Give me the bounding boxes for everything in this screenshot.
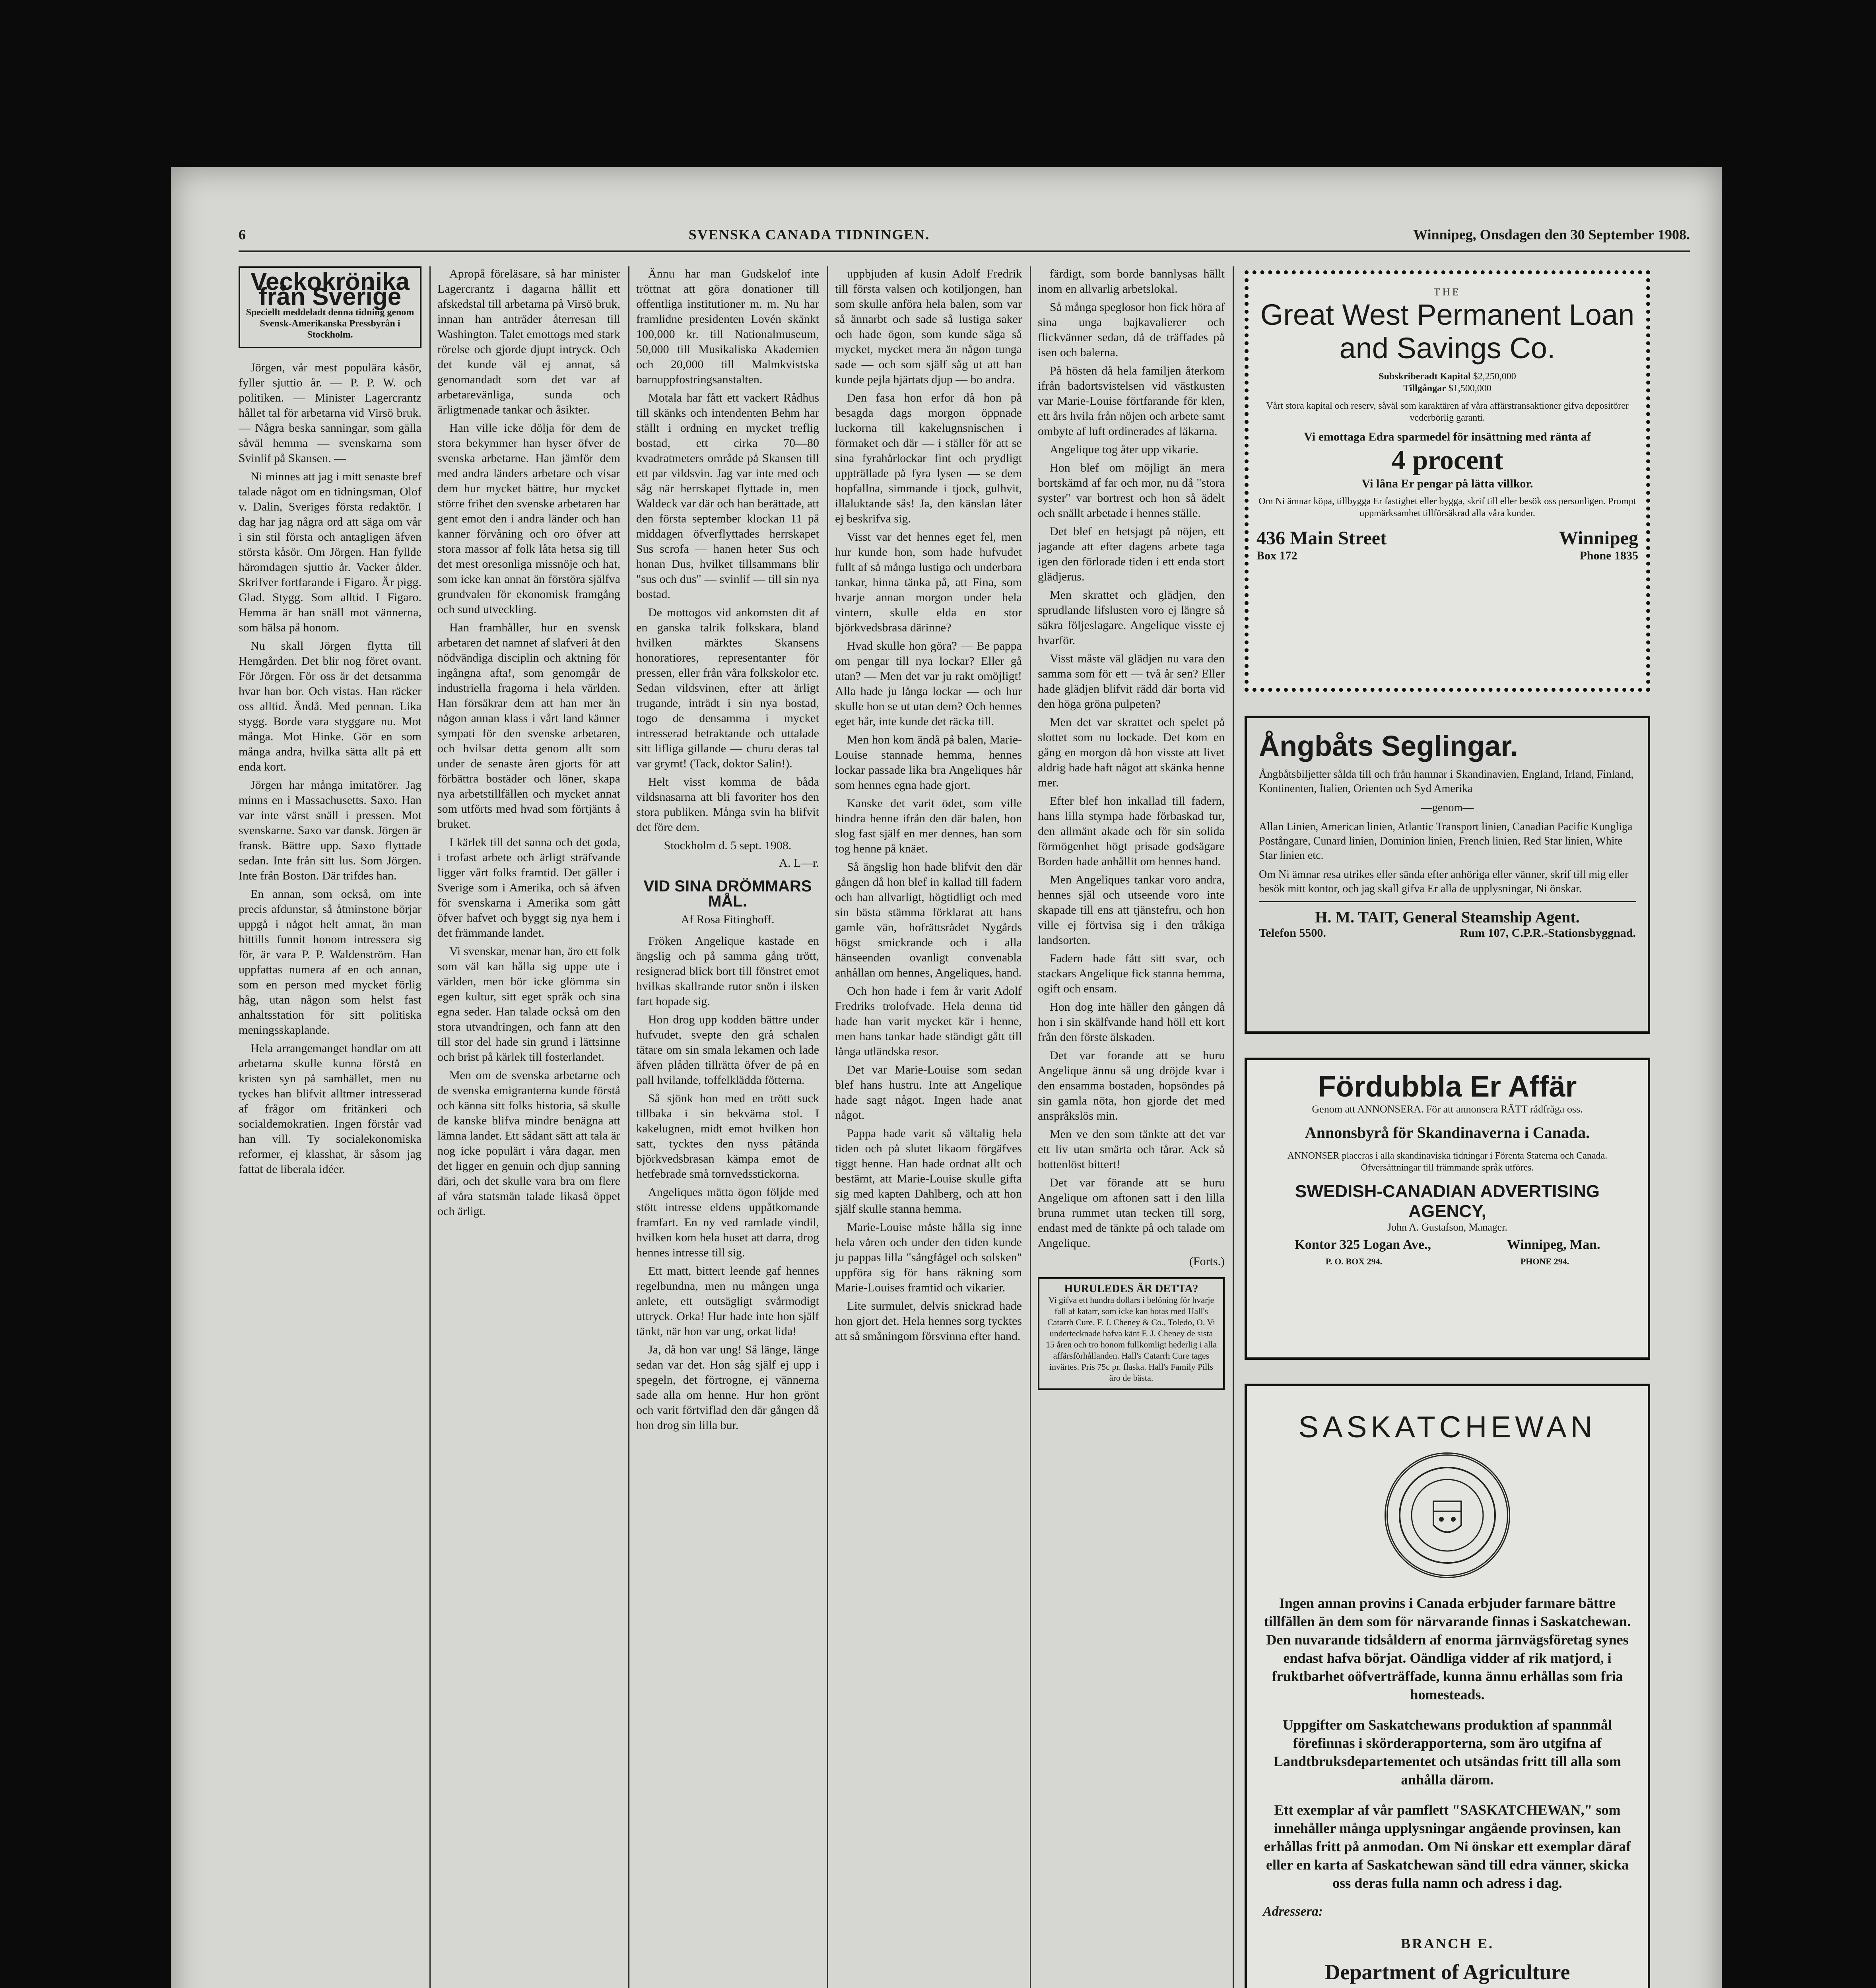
story-paragraph: Ja, då hon var ung! Så länge, länge sedan var det. Hon såg själf ej upp i spegeln, det förtrogne, ej vännerna sade alla om henne. Hur hon grönt och varit förtviflad den där gången då hon drog sin lilla bur. <box>636 1343 819 1432</box>
article-paragraph: Han ville icke dölja för dem de stora bekymmer han hyser öfver de svenska arbetarne. Han jämför dem med andra länders arbetare och visar dem hur mycket bättre, hur mycket större frihet den svenske arbetaren har gent emot den i andra länder och han kanner förvåning och oro öfver att stora massor af folk låta hetsa sig till det mest oresonliga missnöje och hat, som icke kan annat än förstöra själfva grundvalen för ekonomisk framgång och sund utveckling. <box>437 421 620 616</box>
article-paragraph: Vi svenskar, menar han, äro ett folk som väl kan hålla sig uppe ute i världen, men bör icke glömma sin egen kultur, sitt eget språk och sina egna seder. Han talade också om den stora utvandringen, och fann att den till stor del hade sin grund i lättsinne och brist på kärlek till fosterlandet. <box>437 945 620 1064</box>
story-paragraph: Kanske det varit ödet, som ville hindra henne ifrån den där balen, hon slog fast själf en mer dennes, han som tog henne på knäet. <box>835 797 1022 855</box>
agency-tagline: Annonsbyrå för Skandinaverna i Canada. <box>1305 1124 1590 1142</box>
steamship-genom: —genom— <box>1421 802 1474 814</box>
steamship-title: Ångbåts Seglingar. <box>1259 730 1519 762</box>
story-paragraph: Fröken Angelique kastade en ängslig och på samma gång trött, resignerad blick bort till fönstret emot hvilkas skallrande rutor snön i ilsken fart hopade sig. <box>636 934 819 1008</box>
loan-capital <box>1256 371 1638 382</box>
article-paragraph: Jörgen, vår mest populära kåsör, fyller sjuttio år. — P. P. W. och politiken. — Minister Lagercrantz hållet tal för arbetarna vid Virsö bruk. — Några beska sanningar, som gälla såväl hemma — svenskarna som Svinlif på Skansen. — <box>239 361 421 465</box>
catarrh-cure-ad <box>1038 1277 1225 1390</box>
paper-name: SVENSKA CANADA TIDNINGEN. <box>688 227 930 243</box>
loan-text-4: Om Ni ämnar köpa, tillbygga Er fastighet eller bygga, skrif till eller besök oss personligen. Prompt uppmärksamhet tillförsäkrad alla våra kunder. <box>1258 496 1636 518</box>
story-paragraph: Men skrattet och glädjen, den sprudlande lifslusten voro ej längre så säkra följeslagare. Angelique visste ej hvarför. <box>1038 588 1225 647</box>
address-label: Adressera: <box>1263 1904 1323 1919</box>
story-paragraph: Hon blef om möjligt än mera bortskämd af far och mor, nu då "stora syster" var bortrest och hon så ädelt och snällt arbetade i hennes ställe. <box>1038 461 1225 520</box>
story-paragraph: Och hon hade i fem år varit Adolf Fredriks trolofvade. Hela denna tid hade han varit mycket kär i henne, men hans tankar hade ständigt gått till långa utländska resor. <box>835 984 1022 1058</box>
story-paragraph: Angeliques mätta ögon följde med stött intresse eldens uppåtkomande framfart. En ny ved ramlade vindil, hvilken kom hela huset att darra, drog hennes intresse till sig. <box>636 1186 819 1259</box>
department: Department of Agriculture <box>1324 1960 1570 1984</box>
chronicle-title: Veckokrönika från Sverige <box>251 268 410 311</box>
story-paragraph: Efter blef hon inkallad till fadern, hans lilla stympa hade förbaskad tur, den allmänt akade och för sin solida förmögenhet högt prisade godsägare Borden hade anhållit om hennes hand. <box>1038 794 1225 868</box>
column-divider <box>1233 266 1234 1988</box>
story-paragraph: uppbjuden af kusin Adolf Fredrik till första valsen och kotiljongen, han som skulle anföra hela balen, som var så ännarbt och sade så lustiga saker och hade ögon, som kunde säga så mycket, mycket mera än någon tunga sade — och som själf såg ut att han kunde pejla hjärtats djup — bo andra. <box>835 267 1022 386</box>
small-ad-title: HURULEDES ÄR DETTA? <box>1064 1283 1198 1295</box>
story-paragraph: Det blef en hetsjagt på nöjen, ett jagande att efter dagens arbete taga igen den förlorade tiden i ett enda stort glädjerus. <box>1038 525 1225 583</box>
story-paragraph: Pappa hade varit så vältalig hela tiden och på slutet likaom förgäfves tiggt henne. Han hade ordnat allt och bestämt, att Marie-Louise skulle gifta sig med kapten Dahlberg, och att hon själf skulle stanna hemma. <box>835 1127 1022 1215</box>
agency-phone: PHONE 294. <box>1520 1256 1569 1266</box>
page-header <box>239 223 1690 252</box>
agency-box: P. O. BOX 294. <box>1325 1256 1383 1266</box>
loan-box: Box 172 <box>1256 549 1297 562</box>
column-divider <box>628 266 629 1988</box>
agency-subtitle: Genom att ANNONSERA. För att annonsera RÄTT rådfråga oss. <box>1312 1103 1583 1115</box>
column-divider <box>429 266 431 1988</box>
story-byline: Af Rosa Fitinghoff. <box>681 913 775 926</box>
article-paragraph: Ni minnes att jag i mitt senaste bref talade något om en tidningsman, Olof v. Dalin, Sveriges första redaktör. I dag har jag några ord att säga om vår i sin stil första och antagligen äfven största kåsör. Om Jörgen. Han fyllde häromdagen sjuttio år. Vacker ålder. Skrifver fortfarande i Figaro. Är pigg. Glad. Stygg. Som alltid. I Figaro. Hemma är han snäll mot vännerna, som hälsa på honom. <box>239 470 421 634</box>
loan-the: THE <box>1433 286 1461 298</box>
story-paragraph: På hösten då hela familjen återkom ifrån badortsvistelsen vid västkusten var Marie-Louise förtfarande för klen, ett års hvila från nöjen och arbete samt ombyte af luft ordinerades af läkarna. <box>1038 364 1225 438</box>
steamship-agent: H. M. TAIT, General Steamship Agent. <box>1259 901 1636 926</box>
article-paragraph: En annan, som också, om inte precis afdunstar, så åtminstone börjar uppgå i något helt annat, än man hittills funnit honom intressera sig för, är vara P. P. Waldenström. Han uppfattas numera af en och annan, som en person med mycket förlig håg, utan någon som helst fast anhaltsstation för sitt politiska meningsskaplande. <box>239 887 421 1037</box>
story-paragraph: Men Angeliques tankar voro andra, hennes själ och utseende voro inte skapade till ens att tjänstefru, och hon ville ej förtvisa sig i den tråkiga landsorten. <box>1038 873 1225 947</box>
steamship-text-2: Allan Linien, American linien, Atlantic Transport linien, Canadian Pacific Kungliga Postångare, Cunard linien, Dominion linien, French linien, Red Star linien, White Star linien etc. <box>1259 821 1633 862</box>
article-paragraph: Apropå föreläsare, så har minister Lagercrantz i dagarna hållit ett afskedstal till arbetarna på Virsö bruk, innan han anträder återresan till Washington. Talet emottogs med stark rörelse och gjorde djupt intryck. Och det kunde väl ej annat, så genomandadt som det var af arbetarevänliga, sunda och ärligtmenade tankar och åsikter. <box>437 267 620 416</box>
column-divider <box>1030 266 1031 1988</box>
loan-city: Winnipeg <box>1559 528 1638 549</box>
issue-date: Winnipeg, Onsdagen den 30 September 1908. <box>1413 227 1690 243</box>
agency-description: ANNONSER placeras i alla skandinaviska tidningar i Förenta Staterna och Canada. Öfversättningar till främmande språk utföres. <box>1287 1151 1608 1173</box>
story-paragraph: Så ängslig hon hade blifvit den där gången då hon blef in kallad till fadern och han allvarligt, högtidligt och med sin bästa stämma förklarat att hans gamle vän, hofrättsrådet Nygårds högst smickrande och i alla hänseenden ovanligt convenabla anhållan om hennes, Angeliques, hand. <box>835 860 1022 979</box>
saskatchewan-text-2: Uppgifter om Saskatchewans produktion af spannmål förefinnas i skörderapporterna, som äro utgifna af Landtbruksdepartementet och utsändas fritt till alla som anhålla därom. <box>1273 1717 1622 1788</box>
story-paragraph: Fadern hade fått sitt svar, och stackars Angelique fick stanna hemma, ogift och ensam. <box>1038 952 1225 995</box>
loan-address: 436 Main Street <box>1256 528 1387 549</box>
column-5 <box>1038 266 1225 1988</box>
agency-address-row <box>1256 1237 1638 1252</box>
article-paragraph: Helt visst komma de båda vildsnasarna att bli favoriter hos den stora publiken. Många svin ha blifvit det före dem. <box>636 775 819 834</box>
assets-label: Tillgångar <box>1403 383 1446 394</box>
assets-value: $1,500,000 <box>1448 383 1491 394</box>
steamship-text-3: Om Ni ämnar resa utrikes eller sända efter anhöriga eller vänner, skrif till mig eller besök mitt kontor, och jag skall gifva Er alla de upplysningar, Ni önskar. <box>1259 868 1629 895</box>
steamship-text-1: Ångbåtsbiljetter sålda till och från hamnar i Skandinavien, England, Irland, Finland, Kontinenten, Italien, Orienten och Syd Amerika <box>1259 768 1634 795</box>
agency-name: SWEDISH-CANADIAN ADVERTISING AGENCY, <box>1295 1182 1600 1221</box>
dateline: Stockholm d. 5 sept. 1908. <box>664 839 792 852</box>
story-paragraph: Hon dog inte häller den gången då hon i sin skälfvande hand höll ett kort från den förste älskaden. <box>1038 1000 1225 1044</box>
small-ad-text: Vi gifva ett hundra dollars i belöning för hvarje fall af katarr, som icke kan botas med Hall's Catarrh Cure. F. J. Cheney & Co., Toledo, O. Vi undertecknade hafva känt F. J. Cheney de sista 15 åren och tro honom fullkomligt hederlig i alla affärsförhållanden. Hall's Catarrh Cure tages invärtes. Pris 75c pr. flaska. Hall's Family Pills äro de bästa. <box>1045 1295 1217 1383</box>
agency-office: Kontor 325 Logan Ave., <box>1294 1237 1431 1252</box>
newspaper-page <box>171 167 1722 1988</box>
column-divider <box>827 266 828 1988</box>
loan-phone: Phone 1835 <box>1579 549 1638 562</box>
column-2 <box>437 266 620 1988</box>
page-number: 6 <box>239 227 246 243</box>
loan-contact-row <box>1256 549 1638 563</box>
capital-value: $2,250,000 <box>1473 371 1516 382</box>
signature: A. L—r. <box>779 856 819 870</box>
story-paragraph: Lite surmulet, delvis snickrad hade hon gjort det. Hela hennes sorg tycktes att så småningom försvinna efter hand. <box>835 1299 1022 1343</box>
article-paragraph: De mottogos vid ankomsten dit af en ganska talrik folkskara, bland hvilken märktes Skansens honoratiores, representanter för pressen, eller från våra folkskolor etc. Sedan vildsvinen, efter att ärligt trugande, inträdt i sin nya bostad, togo de densamma i mycket intresserad betraktande och uttalade sitt lifliga gillande — churu deras tal var grymt! (Tack, doktor Salin!). <box>636 606 819 770</box>
article-paragraph: Men om de svenska arbetarne och de svenska emigranterna kunde förstå och känna sitt folks historia, så skulle de kanske blifva mindre benägna att lämna landet. Ett sådant sätt att tala är nog icke populärt i våra dagar, men det ligger en genuin och djup sanning däri, och det skulle vara bra om flere af våra statsmän talade likaså öppet och ärligt. <box>437 1069 620 1218</box>
agency-manager: John A. Gustafson, Manager. <box>1387 1221 1507 1233</box>
chronicle-subtitle: Speciellt meddeladt denna tidning genom Svensk-Amerikanska Pressbyrån i Stockholm. <box>246 307 414 340</box>
capital-label: Subskriberadt Kapital <box>1379 371 1471 382</box>
story-paragraph: Marie-Louise måste hålla sig inne hela våren och under den tiden kunde ju pappas lilla "sångfågel och solsken" uppföra sig för hans räkning som Marie-Louises framtid och vikarier. <box>835 1221 1022 1294</box>
story-paragraph: Så många speglosor hon fick höra af sina unga bajkavalierer och flickvänner sedan, då de träffades på isen och balerna. <box>1038 301 1225 359</box>
loan-title: Great West Permanent Loan and Savings Co. <box>1260 298 1635 365</box>
loan-text-1: Vårt stora kapital och reserv, såväl som karaktären af våra affärstransaktioner gifva depositörer vederbörlig garanti. <box>1266 401 1629 423</box>
column-weekly-chronicle <box>239 266 421 1988</box>
article-paragraph: Jörgen har många imitatörer. Jag minns en i Massachusetts. Saxo. Han var inte värst snäll i pressen. Mot svenskarne. Saxo var dansk. Jörgen är fransk. Bättre upp. Saxo flyttade sedan. Inte från sitt lus. Som Jörgen. Inte från Boston. Där trifdes han. <box>239 779 421 882</box>
story-paragraph: färdigt, som borde bannlysas hällt inom en allvarlig arbetslokal. <box>1038 267 1225 295</box>
story-paragraph: Visst var det hennes eget fel, men hur kunde hon, som hade hufvudet fullt af så många lustiga och underbara tankar, hinna tänka på, att Fina, som hvarje annan morgon under hela vintern, skulle elda en stor björkvedsbrasa därinne? <box>835 530 1022 634</box>
article-paragraph: Han framhåller, hur en svensk arbetaren det namnet af slafveri åt den nödvändiga disciplin och aktning för ingångna afta!, som genomgår de industriella fragorna i hela världen. Han försäkrar dem att han mer än någon annan klass i vårt land känner sympati för den svenske arbetaren, och hvilsar detta genom allt som under de senaste åren gjorts för att förbättra bostäder och löner, skapa nya arbetstillfällen och mycket annat som utförts med hvad som förtjänts å bruket. <box>437 621 620 831</box>
loan-text-3: Vi låna Er pengar på lätta villkor. <box>1361 477 1533 490</box>
article-paragraph: I kärlek till det sanna och det goda, i trofast arbete och ärligt sträfvande ligger vårt folks framtid. Det gäller i Sverige som i Amerika, och så äfven för svenskarna i Amerika som gått öfver hafvet och byggt sig nya hem i det främmande landet. <box>437 836 620 940</box>
saskatchewan-text-3: Ett exemplar af vår pamflett "SASKATCHEWAN," som innehåller många upplysningar angående provinsen, kan erhållas fritt på anmodan. Om Ni önskar ett exemplar däraf eller en karta af Saskatchewan sänd till edra vänner, skicka oss deras fulla namn och adress i dag. <box>1264 1802 1631 1891</box>
article-paragraph: Nu skall Jörgen flytta till Hemgården. Det blir nog föret ovant. För Jörgen. För oss är det detsamma hvar han bor. Och vistas. Han räcker oss alltid. Ändå. Med pennan. Lika stygg. Borde vara styggare nu. Mot många. Mot Hinke. Gör en som många andra, hvilka sätta allt på ett enda kort. <box>239 639 421 773</box>
story-title: VID SINA DRÖMMARS MÅL. <box>643 878 812 910</box>
story-paragraph: Det var forande att se huru Angelique ännu så ung dröjde kvar i den ensamma bostaden, hopsöndes på sin gamla nöta, hon gjorde det med anspråkslös min. <box>1038 1049 1225 1122</box>
story-paragraph: Hon drog upp kodden bättre under hufvudet, svepte den grå schalen tätare om sin smala lekamen och lade äfven plåden tillrätta öfver de på en pall hvilande, toffelklädda fötterna. <box>636 1013 819 1087</box>
continued-note: (Forts.) <box>1189 1255 1225 1268</box>
story-paragraph: Det var Marie-Louise som sedan blef hans hustru. Inte att Angelique hade sagt något. Ingen hade anat något. <box>835 1063 1022 1122</box>
article-paragraph: Hela arrangemanget handlar om att arbetarna skulle kunna förstå en kristen syn på samhället, men nu tyckes han blifvit alltmer intresserad af frågor om fritänkeri och socialdemokratien. Ingen förstår vad han vill. Ty socialekonomiska reformer, ej klasshat, är såsom jag fattat de liberala idéer. <box>239 1042 421 1176</box>
loan-rate: 4 procent <box>1391 445 1503 476</box>
story-paragraph: Så sjönk hon med en trött suck tillbaka i sin bekväma stol. I kakelugnen, midt emot hvilken hon satt, tycktes den nyss påtända björkvedsbrasan kämpa emot de hetfebrade små tornvedsstickorna. <box>636 1092 819 1180</box>
agency-title: Fördubbla Er Affär <box>1318 1070 1577 1103</box>
loan-assets <box>1256 382 1638 394</box>
story-paragraph: Men ve den som tänkte att det var ett liv utan smärta och tårar. Ack så bottenlöst bittert! <box>1038 1128 1225 1171</box>
story-paragraph: Den fasa hon erfor då hon på besagda dags morgon öppnade luckorna till kakelugnsnischen i förmaket och där — i ställer för att se sina fyrahårlockar fint och prydligt uppträllade på fyra lysen — se dem hopfallna, simmande i tjock, gulhvit, illaluktande sås! Ja, den känslan låter ej beskrifva sig. <box>835 391 1022 525</box>
loan-address-row <box>1256 527 1638 549</box>
story-paragraph: Det var förande att se huru Angelique om aftonen satt i den lilla bruna rummet utan tecken till sorg, endast med de tänkte på och talade om Angelique. <box>1038 1176 1225 1250</box>
column-3 <box>636 266 819 1988</box>
story-paragraph: Angelique tog åter upp vikarie. <box>1050 443 1199 456</box>
story-paragraph: Men det var skrattet och spelet på slottet som nu lockade. Det kom en gång en morgon då hon visste att livet aldrig hade haft något att skänka henne mer. <box>1038 716 1225 789</box>
agency-contact-row <box>1256 1256 1638 1267</box>
story-paragraph: Men hon kom ändå på balen, Marie-Louise stannade hemma, hennes lockar passade lika bra Angeliques hår som hennes egna hade gjort. <box>835 733 1022 792</box>
steamship-room: Rum 107, C.P.R.-Stationsbyggnad. <box>1459 926 1636 940</box>
saskatchewan-title: SASKATCHEWAN <box>1298 1410 1596 1444</box>
steamship-phone: Telefon 5500. <box>1259 926 1326 940</box>
story-paragraph: Hvad skulle hon göra? — Be pappa om pengar till nya lockar? Eller gå utan? — Men det var ju rakt omöjligt! Alla hade ju långa lockar — och hur skulle hon se ut utan dem? Och hennes eget hår, inte kunde det räcka till. <box>835 639 1022 728</box>
loan-savings-ad <box>1245 270 1650 692</box>
loan-text-2: Vi emottaga Edra sparmedel för insättning med ränta af <box>1304 430 1591 443</box>
story-paragraph: Ett matt, bittert leende gaf hennes regelbundna, men nu mången unga anlete, ett outsägligt svårmodigt uttryck. Orka! Hur hade inte hon själf tänkt, när hon var ung, orkat lida! <box>636 1264 819 1338</box>
province-seal-icon <box>1385 1452 1510 1578</box>
story-paragraph: Visst måste väl glädjen nu vara den samma som för ett — två år sen? Eller hade glädjen blifvit rädd där borta vid den höga gröna pulpeten? <box>1038 652 1225 711</box>
article-paragraph: Motala har fått ett vackert Rådhus till skänks och intendenten Behm har ställt i ordning en mycket treflig bostad, ett cirka 70—80 kvadratmeters område på Skansen till ett par vildsvin. Jag var inte med och såg när herrskapet flyttade in, men Waldeck var där och han berättade, att den första september klockan 11 på middagen öfverflyttades herrskapet Sus scrofa — hanen heter Sus och honan Dus, hvilket tillsammans blir "sus och dus" — svinlif — till sin nya bostad. <box>636 391 819 601</box>
column-4 <box>835 266 1022 1988</box>
saskatchewan-text-1: Ingen annan provins i Canada erbjuder farmare bättre tillfällen än dem som för närvarande finnas i Saskatchewan. Den nuvarande tidsåldern af enorma järnvägsföretag synes endast hafva börjat. Oändliga vidder af rik matjord, i fruktbarhet oöfverträffade, kunna ännu erhållas som fria homesteads. <box>1264 1595 1631 1703</box>
steamship-contact <box>1259 926 1636 940</box>
chronicle-title-box <box>239 266 421 348</box>
seal-graphic <box>1396 1464 1499 1567</box>
saskatchewan-ad <box>1245 1384 1650 1988</box>
branch: BRANCH E. <box>1400 1936 1494 1951</box>
article-paragraph: Ännu har man Gudskelof inte tröttnat att göra donationer till offentliga institutioner m. m. Nu har framlidne presidenten Lovén skänkt 100,000 kr. till Nationalmuseum, 50,000 till Musikaliska Akademien och 20,000 till Malmkvistska barnuppfostringsanstalten. <box>636 267 819 386</box>
agency-city: Winnipeg, Man. <box>1507 1237 1600 1252</box>
steamship-ad <box>1245 716 1650 1034</box>
advertising-agency-ad <box>1245 1058 1650 1360</box>
